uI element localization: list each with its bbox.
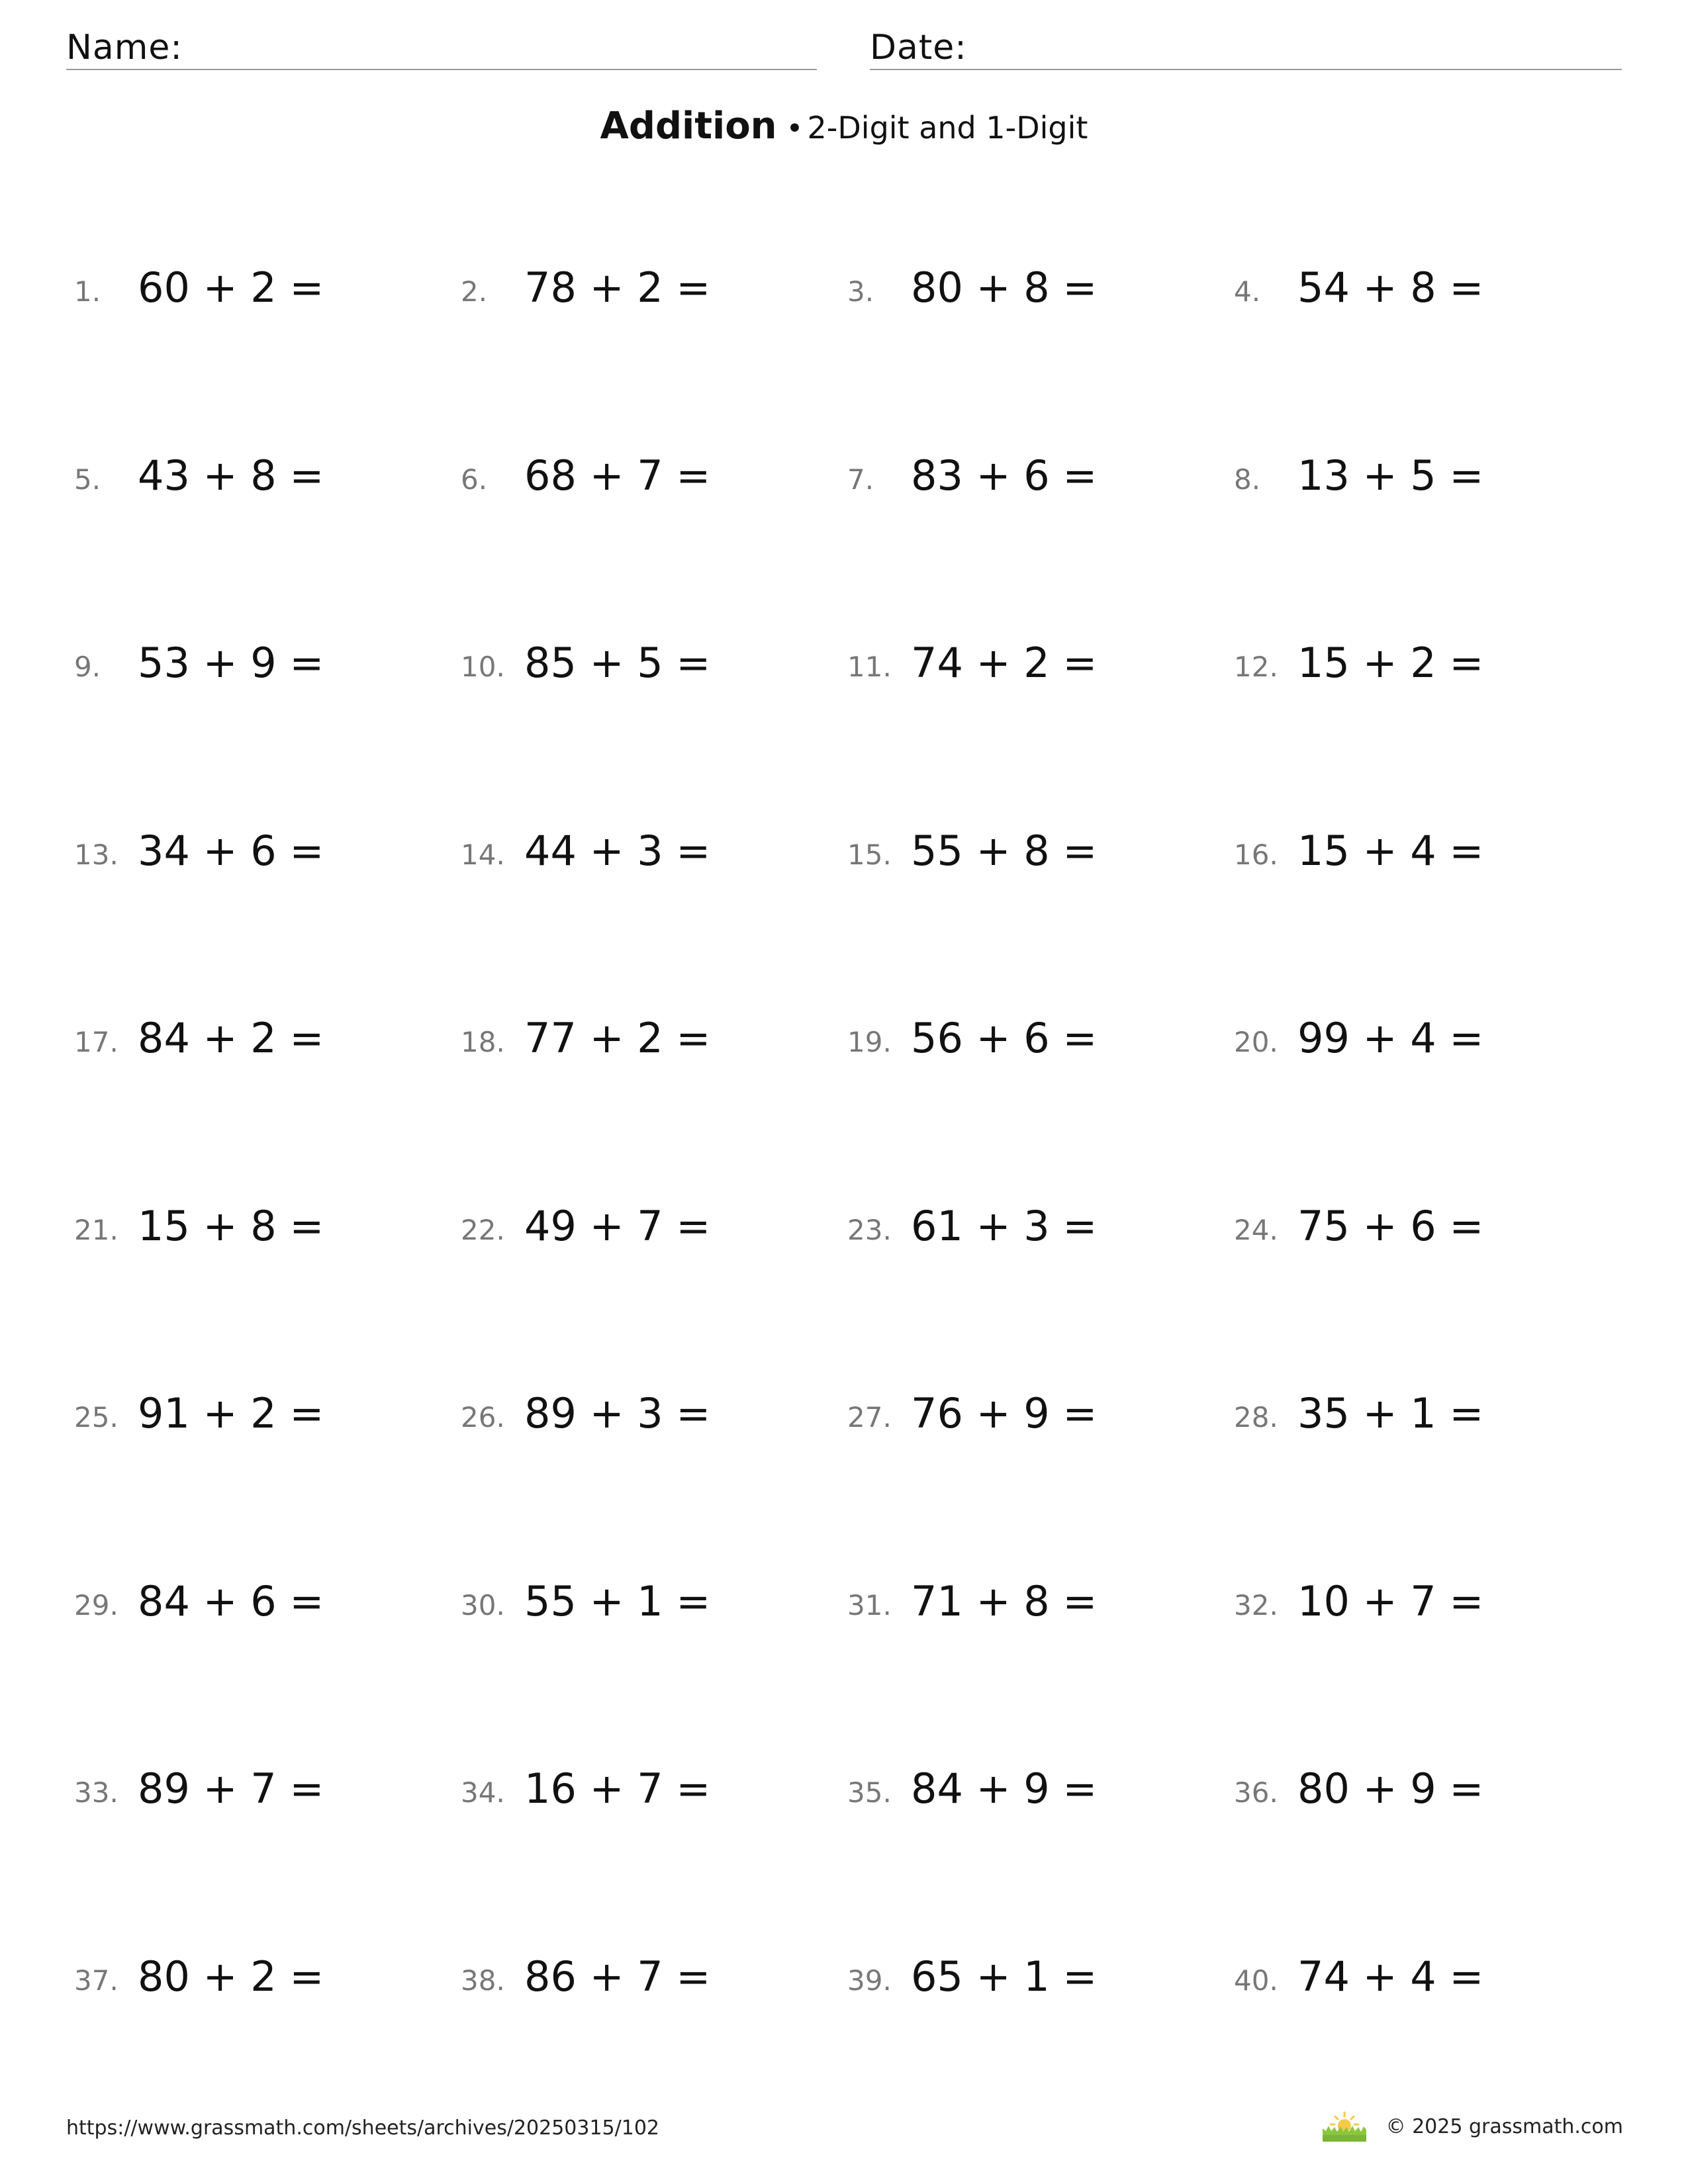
problem-number: 31. bbox=[847, 1589, 892, 1621]
problem-number: 26. bbox=[461, 1401, 505, 1433]
problem-expression: 35 + 1 = bbox=[1297, 1389, 1484, 1437]
problem-number: 40. bbox=[1234, 1964, 1278, 1997]
problem-expression: 54 + 8 = bbox=[1297, 263, 1484, 312]
problem-number: 35. bbox=[847, 1776, 892, 1809]
problem-item bbox=[847, 1202, 1231, 1255]
problem-expression: 84 + 9 = bbox=[911, 1764, 1098, 1813]
problem-expression: 76 + 9 = bbox=[911, 1389, 1098, 1437]
problem-number: 16. bbox=[1234, 839, 1278, 871]
problem-expression: 56 + 6 = bbox=[911, 1014, 1098, 1062]
problem-expression: 85 + 5 = bbox=[524, 639, 711, 687]
problem-item bbox=[847, 827, 1231, 880]
problem-item bbox=[461, 639, 845, 692]
problem-number: 33. bbox=[74, 1776, 118, 1809]
problem-number: 28. bbox=[1234, 1401, 1278, 1433]
problem-item bbox=[1234, 639, 1618, 692]
problem-item bbox=[461, 263, 845, 316]
problem-number: 17. bbox=[74, 1026, 118, 1058]
problem-number: 25. bbox=[74, 1401, 118, 1433]
problem-expression: 74 + 2 = bbox=[911, 639, 1098, 687]
problem-item bbox=[1234, 1202, 1618, 1255]
problem-expression: 75 + 6 = bbox=[1297, 1202, 1484, 1250]
problem-item bbox=[461, 1764, 845, 1817]
problem-item bbox=[461, 1952, 845, 2005]
problem-number: 38. bbox=[461, 1964, 505, 1997]
problem-number: 21. bbox=[74, 1214, 118, 1246]
problem-item bbox=[1234, 827, 1618, 880]
copyright-text: © 2025 grassmath.com bbox=[1385, 2115, 1623, 2138]
problem-item bbox=[847, 263, 1231, 316]
problem-item bbox=[461, 1014, 845, 1067]
problem-number: 39. bbox=[847, 1964, 892, 1997]
problem-item bbox=[74, 1389, 458, 1442]
problem-item bbox=[1234, 1577, 1618, 1630]
problem-expression: 80 + 8 = bbox=[911, 263, 1098, 312]
problem-item bbox=[74, 1952, 458, 2005]
problem-number: 19. bbox=[847, 1026, 892, 1058]
problem-item bbox=[847, 639, 1231, 692]
problem-number: 5. bbox=[74, 463, 101, 496]
problem-number: 23. bbox=[847, 1214, 892, 1246]
problem-expression: 60 + 2 = bbox=[138, 263, 324, 312]
problem-expression: 71 + 8 = bbox=[911, 1577, 1098, 1625]
problem-expression: 15 + 8 = bbox=[138, 1202, 324, 1250]
problem-expression: 16 + 7 = bbox=[524, 1764, 711, 1813]
problem-item bbox=[74, 1014, 458, 1067]
problem-expression: 78 + 2 = bbox=[524, 263, 711, 312]
problem-number: 37. bbox=[74, 1964, 118, 1997]
problem-expression: 74 + 4 = bbox=[1297, 1952, 1484, 2001]
name-label: Name: bbox=[66, 28, 183, 68]
problem-item bbox=[461, 1389, 845, 1442]
problem-expression: 43 + 8 = bbox=[138, 451, 324, 500]
problem-item bbox=[461, 827, 845, 880]
name-field[interactable] bbox=[66, 25, 817, 70]
problem-number: 34. bbox=[461, 1776, 505, 1809]
title-separator: • bbox=[786, 112, 804, 146]
problem-number: 29. bbox=[74, 1589, 118, 1621]
problem-item bbox=[74, 263, 458, 316]
problem-expression: 34 + 6 = bbox=[138, 827, 324, 875]
problem-expression: 89 + 7 = bbox=[138, 1764, 324, 1813]
problem-number: 27. bbox=[847, 1401, 892, 1433]
problem-expression: 13 + 5 = bbox=[1297, 451, 1484, 500]
problem-number: 4. bbox=[1234, 275, 1261, 308]
problem-item bbox=[1234, 1952, 1618, 2005]
problem-expression: 53 + 9 = bbox=[138, 639, 324, 687]
problem-number: 32. bbox=[1234, 1589, 1278, 1621]
problem-number: 12. bbox=[1234, 651, 1278, 683]
problem-expression: 84 + 6 = bbox=[138, 1577, 324, 1625]
problem-item bbox=[847, 1577, 1231, 1630]
date-field[interactable] bbox=[870, 25, 1622, 70]
problem-number: 6. bbox=[461, 463, 488, 496]
problem-expression: 86 + 7 = bbox=[524, 1952, 711, 2001]
footer-brand bbox=[1323, 2110, 1623, 2143]
problem-expression: 80 + 2 = bbox=[138, 1952, 324, 2001]
problem-item bbox=[1234, 1764, 1618, 1817]
problem-expression: 84 + 2 = bbox=[138, 1014, 324, 1062]
problem-number: 36. bbox=[1234, 1776, 1278, 1809]
problem-item bbox=[847, 1014, 1231, 1067]
problem-number: 13. bbox=[74, 839, 118, 871]
problem-number: 11. bbox=[847, 651, 892, 683]
problem-expression: 83 + 6 = bbox=[911, 451, 1098, 500]
name-date-header bbox=[66, 25, 1622, 71]
problem-item bbox=[74, 827, 458, 880]
problem-number: 2. bbox=[461, 275, 488, 308]
problem-number: 8. bbox=[1234, 463, 1261, 496]
problem-item bbox=[847, 1389, 1231, 1442]
problem-expression: 99 + 4 = bbox=[1297, 1014, 1484, 1062]
problem-item bbox=[74, 1577, 458, 1630]
problem-item bbox=[847, 1952, 1231, 2005]
problem-number: 7. bbox=[847, 463, 874, 496]
problem-item bbox=[461, 1577, 845, 1630]
problem-expression: 77 + 2 = bbox=[524, 1014, 711, 1062]
problem-expression: 89 + 3 = bbox=[524, 1389, 711, 1437]
problem-item bbox=[1234, 1389, 1618, 1442]
problem-expression: 10 + 7 = bbox=[1297, 1577, 1484, 1625]
problem-number: 15. bbox=[847, 839, 892, 871]
problem-expression: 91 + 2 = bbox=[138, 1389, 324, 1437]
worksheet-title bbox=[0, 105, 1688, 148]
problem-expression: 61 + 3 = bbox=[911, 1202, 1098, 1250]
problem-number: 14. bbox=[461, 839, 505, 871]
problem-number: 3. bbox=[847, 275, 874, 308]
problem-number: 1. bbox=[74, 275, 101, 308]
date-label: Date: bbox=[870, 28, 967, 68]
problem-item bbox=[847, 451, 1231, 504]
problem-item bbox=[461, 1202, 845, 1255]
problem-item bbox=[74, 1202, 458, 1255]
problem-number: 24. bbox=[1234, 1214, 1278, 1246]
problem-expression: 15 + 2 = bbox=[1297, 639, 1484, 687]
footer-url: https://www.grassmath.com/sheets/archives/20250315/102 bbox=[66, 2116, 660, 2140]
problem-expression: 55 + 8 = bbox=[911, 827, 1098, 875]
problem-item bbox=[74, 451, 458, 504]
title-main: Addition bbox=[600, 105, 777, 148]
problem-number: 20. bbox=[1234, 1026, 1278, 1058]
problem-expression: 44 + 3 = bbox=[524, 827, 711, 875]
problem-expression: 68 + 7 = bbox=[524, 451, 711, 500]
problem-number: 22. bbox=[461, 1214, 505, 1246]
problem-item bbox=[1234, 451, 1618, 504]
title-subtitle: 2-Digit and 1-Digit bbox=[807, 110, 1088, 146]
problem-item bbox=[74, 1764, 458, 1817]
problem-item bbox=[461, 451, 845, 504]
problem-expression: 15 + 4 = bbox=[1297, 827, 1484, 875]
problem-number: 9. bbox=[74, 651, 101, 683]
problem-number: 30. bbox=[461, 1589, 505, 1621]
problem-item bbox=[1234, 263, 1618, 316]
problem-item bbox=[1234, 1014, 1618, 1067]
problem-item bbox=[847, 1764, 1231, 1817]
problem-expression: 49 + 7 = bbox=[524, 1202, 711, 1250]
problem-expression: 65 + 1 = bbox=[911, 1952, 1098, 2001]
problem-number: 10. bbox=[461, 651, 505, 683]
problem-number: 18. bbox=[461, 1026, 505, 1058]
problem-item bbox=[74, 639, 458, 692]
problem-expression: 55 + 1 = bbox=[524, 1577, 711, 1625]
grass-sun-logo-icon bbox=[1323, 2111, 1366, 2142]
problem-expression: 80 + 9 = bbox=[1297, 1764, 1484, 1813]
